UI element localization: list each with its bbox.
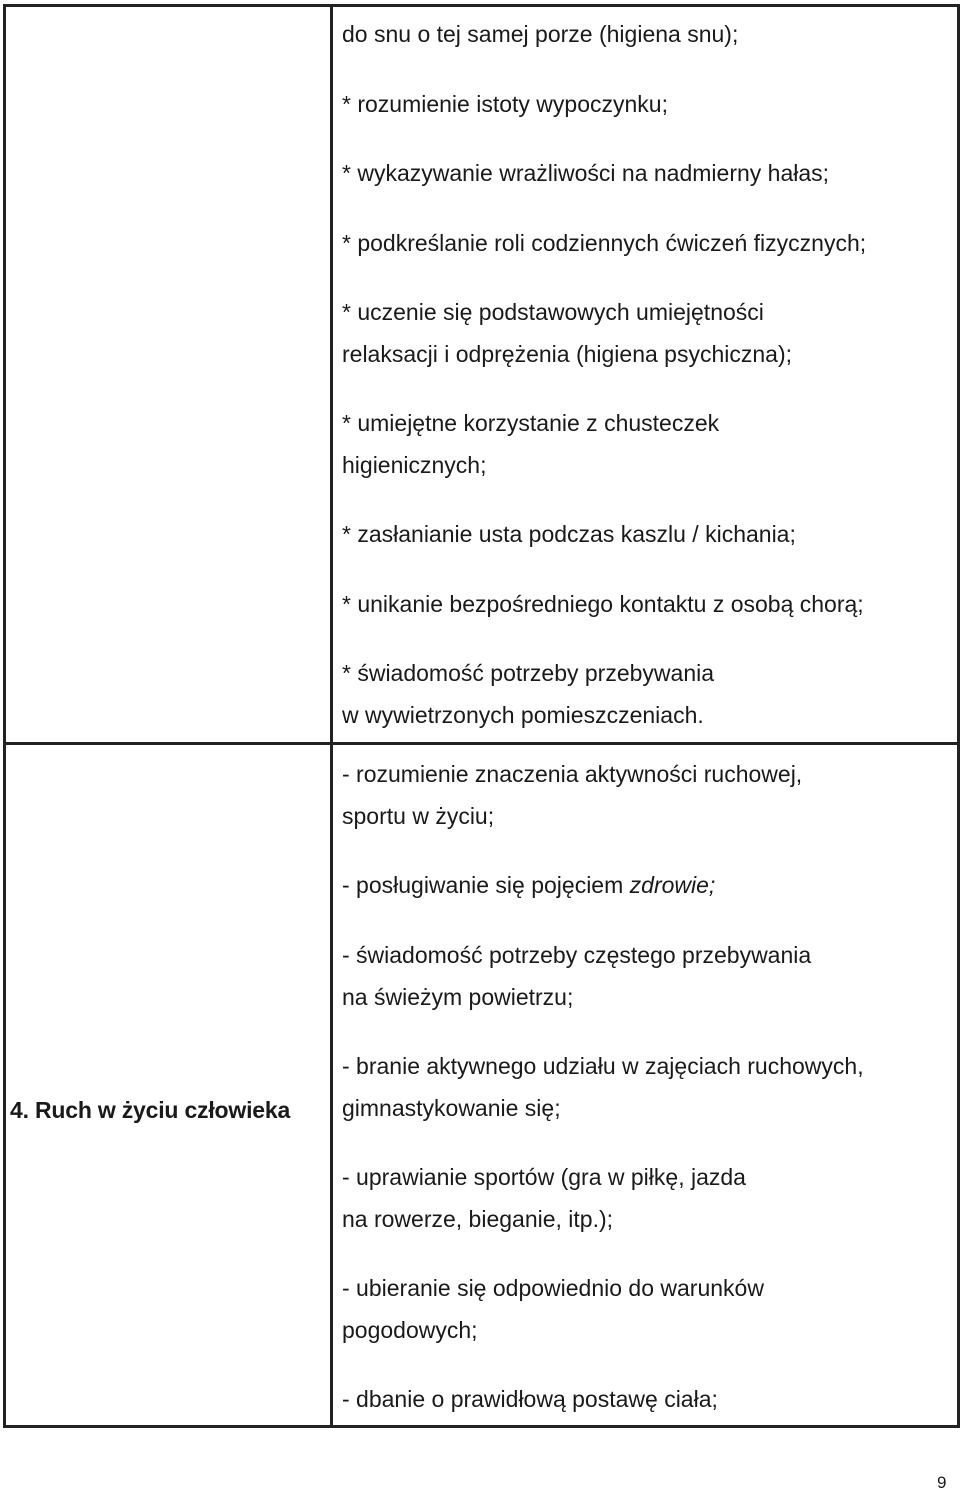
list-item: relaksacji i odprężenia (higiena psychiczna); bbox=[342, 341, 793, 367]
list-item: - uprawianie sportów (gra w piłkę, jazda bbox=[342, 1164, 746, 1190]
list-item: - dbanie o prawidłową postawę ciała; bbox=[342, 1386, 718, 1412]
list-item: * unikanie bezpośredniego kontaktu z osobą chorą; bbox=[342, 591, 864, 617]
list-item: w wywietrzonych pomieszczeniach. bbox=[342, 702, 704, 728]
table-column-divider bbox=[330, 4, 333, 1428]
list-item-text: - posługiwanie się pojęciem bbox=[342, 872, 630, 898]
list-item: sportu w życiu; bbox=[342, 803, 495, 829]
list-item: do snu o tej samej porze (higiena snu); bbox=[342, 21, 739, 47]
list-item: * zasłanianie usta podczas kaszlu / kichania; bbox=[342, 521, 796, 547]
list-item: higienicznych; bbox=[342, 452, 487, 478]
list-item: * wykazywanie wrażliwości na nadmierny hałas; bbox=[342, 160, 830, 186]
italic-term: zdrowie; bbox=[629, 872, 716, 898]
list-item: - rozumienie znaczenia aktywności ruchowej, bbox=[342, 761, 803, 787]
list-item: - ubieranie się odpowiednio do warunków bbox=[342, 1275, 764, 1301]
list-item: * rozumienie istoty wypoczynku; bbox=[342, 91, 668, 117]
list-item: na rowerze, bieganie, itp.); bbox=[342, 1206, 614, 1232]
page-number: 9 bbox=[937, 1473, 947, 1492]
list-item bbox=[342, 871, 715, 899]
list-item: na świeżym powietrzu; bbox=[342, 984, 574, 1010]
list-item: gimnastykowanie się; bbox=[342, 1095, 561, 1121]
list-item: * podkreślanie roli codziennych ćwiczeń fizycznych; bbox=[342, 230, 867, 256]
section-label: 4. Ruch w życiu człowieka bbox=[10, 1097, 291, 1123]
list-item: - branie aktywnego udziału w zajęciach ruchowych, bbox=[342, 1053, 864, 1079]
list-item: * świadomość potrzeby przebywania bbox=[342, 660, 715, 686]
list-item: * umiejętne korzystanie z chusteczek bbox=[342, 410, 720, 436]
list-item: * uczenie się podstawowych umiejętności bbox=[342, 299, 764, 325]
table-border-left bbox=[3, 4, 6, 1428]
row-divider bbox=[3, 742, 960, 745]
list-item: - świadomość potrzeby częstego przebywania bbox=[342, 942, 812, 968]
list-item: pogodowych; bbox=[342, 1317, 478, 1343]
